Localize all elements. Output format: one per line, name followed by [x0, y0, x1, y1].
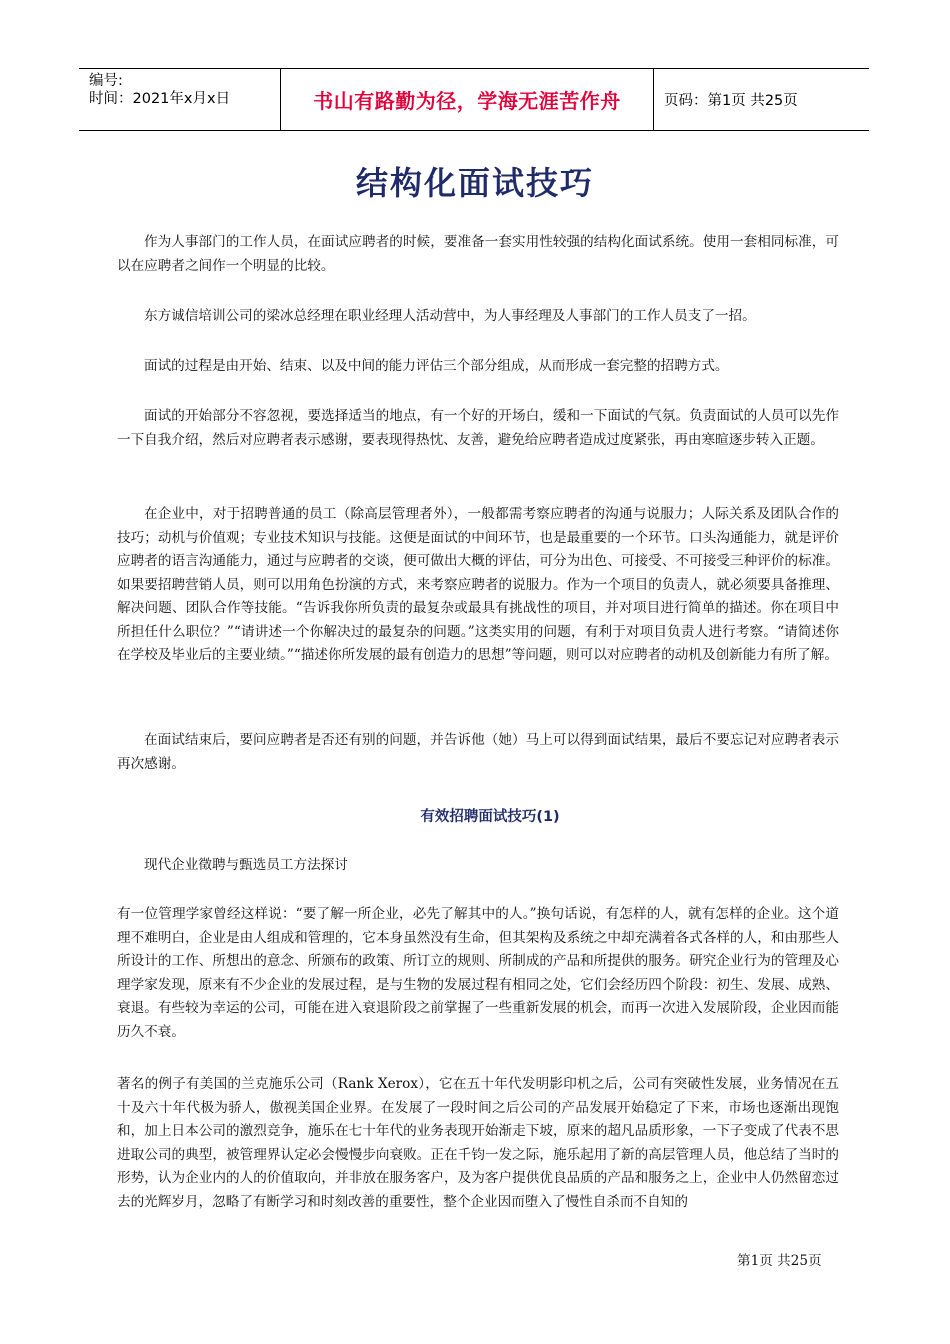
paragraph-closing: 在面试结束后，要问应聘者是否还有别的问题，并告诉他（她）马上可以得到面试结果，最后不要忘记对应聘者表示再次感谢。	[117, 732, 839, 772]
header-motto: 书山有路勤为径，学海无涯苦作舟	[280, 69, 654, 130]
time-label: 时间：2021年x月x日	[89, 91, 231, 107]
document-title: 结构化面试技巧	[355, 164, 594, 202]
number-label: 编号:	[89, 73, 123, 89]
paragraph-process: 面试的过程是由开始、结束、以及中间的能力评估三个部分组成，从而形成一套完整的招聘方式。	[144, 358, 729, 374]
section-subheading: 有效招聘面试技巧(1)	[420, 809, 560, 825]
paragraph-opening: 面试的开始部分不容忽视，要选择适当的地点，有一个好的开场白，缓和一下面试的气氛。负责面试的人员可以先作一下自我介绍，然后对应聘者表示感谢，要表现得热忱、友善，避免给应聘者造成过度紧张，再由寒暄逐步转入正题。	[117, 408, 839, 448]
paragraph-section-intro: 现代企业徵聘与甄选员工方法探讨	[144, 857, 348, 873]
header-page-info: 页码：第1页 共25页	[664, 93, 798, 109]
paragraph-intro: 作为人事部门的工作人员，在面试应聘者的时候，要准备一套实用性较强的结构化面试系统。使用一套相同标准，可以在应聘者之间作一个明显的比较。	[117, 234, 839, 274]
page-header	[79, 68, 869, 131]
paragraph-middle: 在企业中，对于招聘普通的员工（除高层管理者外），一般都需考察应聘者的沟通与说服力；人际关系及团队合作的技巧；动机与价值观；专业技术知识与技能。这便是面试的中间环节，也是最重要的一个环节。口头沟通能力，就是评价应聘者的语言沟通能力，通过与应聘者的交谈，便可做出大概的评估，可分为出色、可接受、不可接受三种评价的标准。如果要招聘营销人员，则可以用角色扮演的方式，来考察应聘者的说服力。作为一个项目的负责人，就必须要具备推理、解决问题、团队合作等技能。“告诉我你所负责的最复杂或最具有挑战性的项目，并对项目进行简单的描述。你在项目中所担任什么职位？”“请讲述一个你解决过的最复杂的问题。”这类实用的问题，有利于对项目负责人进行考察。“请简述你在学校及毕业后的主要业绩。”“描述你所发展的最有创造力的思想”等问题，则可以对应聘者的动机及创新能力有所了解。	[117, 506, 839, 663]
paragraph-xerox-example: 著名的例子有美国的兰克施乐公司（Rank Xerox），它在五十年代发明影印机之后，公司有突破性发展，业务情况在五十及六十年代极为骄人，傲视美国企业界。在发展了一段时间之后公司的产品发展开始稳定了下来，市场也逐渐出现饱和，加上日本公司的激烈竞争，施乐在七十年代的业务表现开始渐走下坡，原来的超凡品质形象，一下子变成了代表不思进取公司的典型，被管理界认定必会慢慢步向衰败。正在千钧一发之际，施乐起用了新的高层管理人员，他总结了当时的形势，认为企业内的人的价值取向，并非放在服务客户，及为客户提供优良品质的产品和服务之上，企业中人仍然留恋过去的光辉岁月，忽略了有断学习和时刻改善的重要性，整个企业因而堕入了慢性自杀而不自知的	[117, 1076, 839, 1210]
page-footer: 第1页 共25页	[737, 1253, 822, 1269]
paragraph-manager-quote: 有一位管理学家曾经这样说：“要了解一所企业，必先了解其中的人。”换句话说，有怎样的人，就有怎样的企业。这个道理不难明白，企业是由人组成和管理的，它本身虽然没有生命，但其架构及系统之中却充满着各式各样的人，和由那些人所设计的工作、所想出的意念、所颁布的政策、所订立的规则、所制成的产品和所提供的服务。研究企业行为的管理及心理学家发现，原来有不少企业的发展过程，是与生物的发展过程有相同之处，它们会经历四个阶段：初生、发展、成熟、衰退。有些较为幸运的公司，可能在进入衰退阶段之前掌握了一些重新发展的机会，而再一次进入发展阶段，企业因而能历久不衰。	[117, 906, 839, 1040]
paragraph-trainer: 东方诚信培训公司的梁冰总经理在职业经理人活动营中，为人事经理及人事部门的工作人员支了一招。	[144, 308, 756, 324]
header-meta	[79, 69, 280, 130]
